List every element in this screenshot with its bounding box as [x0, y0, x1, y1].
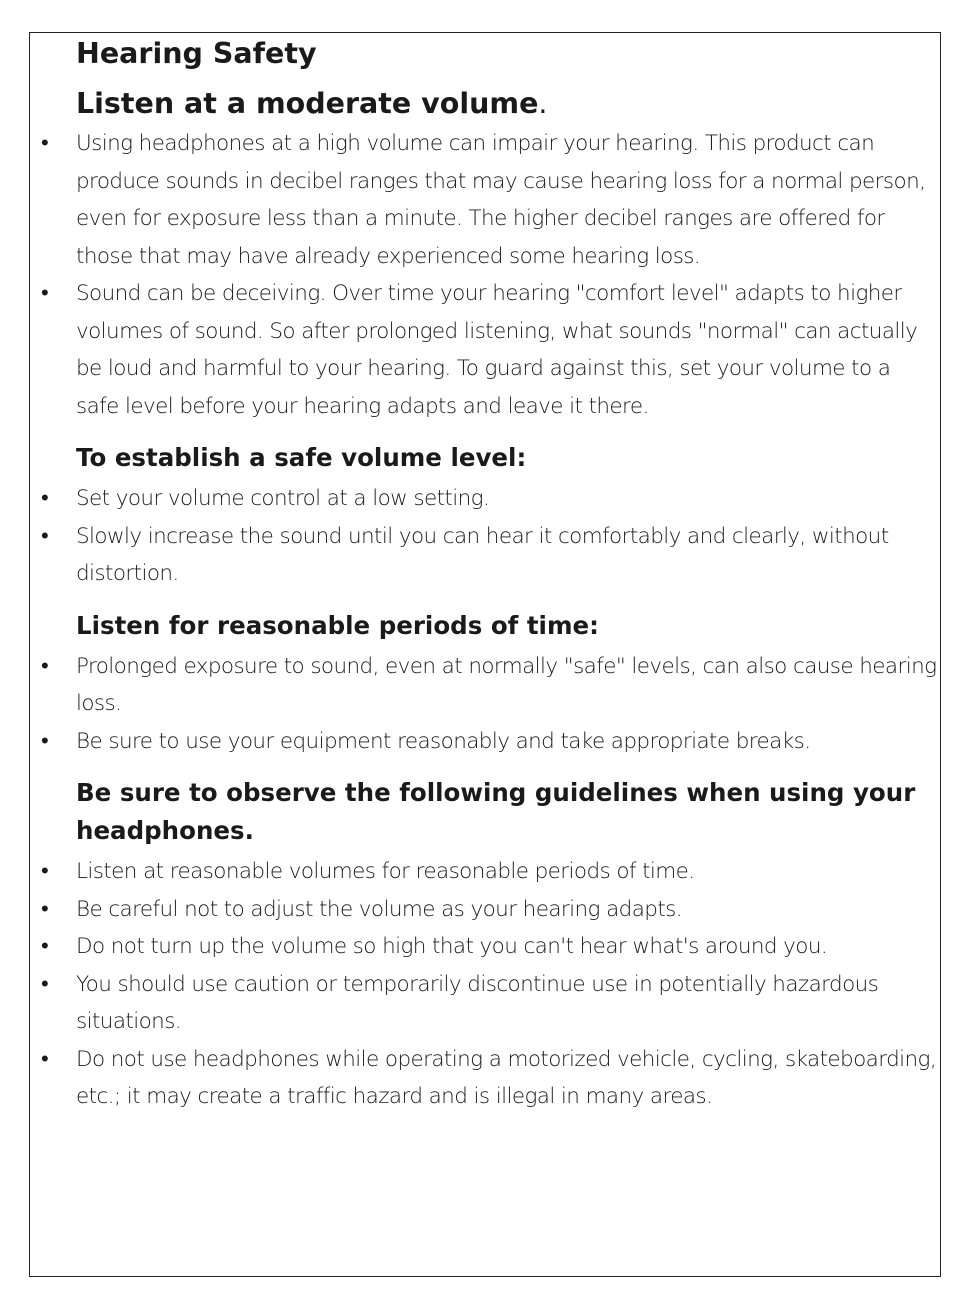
- section-heading-text: Listen at a moderate volume: [76, 87, 539, 120]
- bullet-icon: •: [41, 486, 49, 511]
- bullet-icon: •: [41, 896, 49, 922]
- section-heading-periods: Listen for reasonable periods of time:: [76, 610, 599, 640]
- list-item-text: Sound can be deceiving. Over time your hearing "comfort level" adapts to higher volumes of sound. So after prolonged listening, what sounds "normal" can actually be loud and harmful to your hearing. To guard against this, set your volume to a safe level before your hearing adapts and leave it there.: [76, 281, 918, 419]
- section-heading-safe-level: To establish a safe volume level:: [76, 443, 527, 472]
- section-heading-moderate-volume: [76, 84, 938, 124]
- page-title: Hearing Safety: [76, 37, 317, 70]
- list-item-text: Do not use headphones while operating a motorized vehicle, cycling, skateboarding, etc.; it may create a traffic hazard and is illegal in many areas.: [76, 1046, 937, 1109]
- bullet-icon: •: [41, 859, 49, 884]
- list-item-text: You should use caution or temporarily discontinue use in potentially hazardous situations.: [76, 971, 879, 1034]
- bullet-icon: •: [41, 934, 49, 959]
- list-item: [41, 928, 938, 966]
- list-item: [41, 275, 938, 425]
- bullet-icon: •: [41, 523, 49, 549]
- list-item-text: Be sure to use your equipment reasonably and take appropriate breaks.: [76, 728, 811, 754]
- section-heading-period: .: [538, 87, 548, 120]
- list-item: [41, 518, 938, 593]
- guidelines-list: [41, 853, 938, 1116]
- bullet-icon: •: [41, 653, 49, 679]
- list-item: [41, 480, 938, 518]
- list-item-text: Listen at reasonable volumes for reasonable periods of time.: [76, 859, 695, 884]
- moderate-volume-list: [41, 125, 938, 425]
- list-item-text: Using headphones at a high volume can impair your hearing. This product can produce sounds in decibel ranges that may cause hearing loss for a normal person, even for exposure less than a minute. The higher decibel ranges are offered for those that may have already experienced some hearing loss.: [76, 131, 926, 269]
- list-item: [41, 891, 938, 929]
- list-item: [41, 1041, 938, 1116]
- list-item: [41, 648, 938, 723]
- bullet-icon: •: [41, 281, 49, 306]
- list-item: [41, 966, 938, 1041]
- list-item: [41, 853, 938, 891]
- document-content: [41, 34, 938, 1116]
- list-item-text: Prolonged exposure to sound, even at normally "safe" levels, can also cause hearing loss.: [76, 653, 937, 716]
- list-item: [41, 125, 938, 275]
- list-item-text: Be careful not to adjust the volume as your hearing adapts.: [76, 896, 682, 922]
- section-heading-guidelines: Be sure to observe the following guidelines when using your headphones.: [76, 778, 916, 845]
- list-item-text: Do not turn up the volume so high that you can't hear what's around you.: [76, 934, 828, 959]
- periods-list: [41, 648, 938, 761]
- bullet-icon: •: [41, 971, 49, 997]
- bullet-icon: •: [41, 728, 49, 754]
- bullet-icon: •: [41, 131, 49, 156]
- list-item-text: Slowly increase the sound until you can hear it comfortably and clearly, without distortion.: [76, 523, 889, 586]
- list-item-text: Set your volume control at a low setting.: [76, 486, 490, 511]
- bullet-icon: •: [41, 1046, 49, 1072]
- safe-level-list: [41, 480, 938, 593]
- list-item: [41, 723, 938, 761]
